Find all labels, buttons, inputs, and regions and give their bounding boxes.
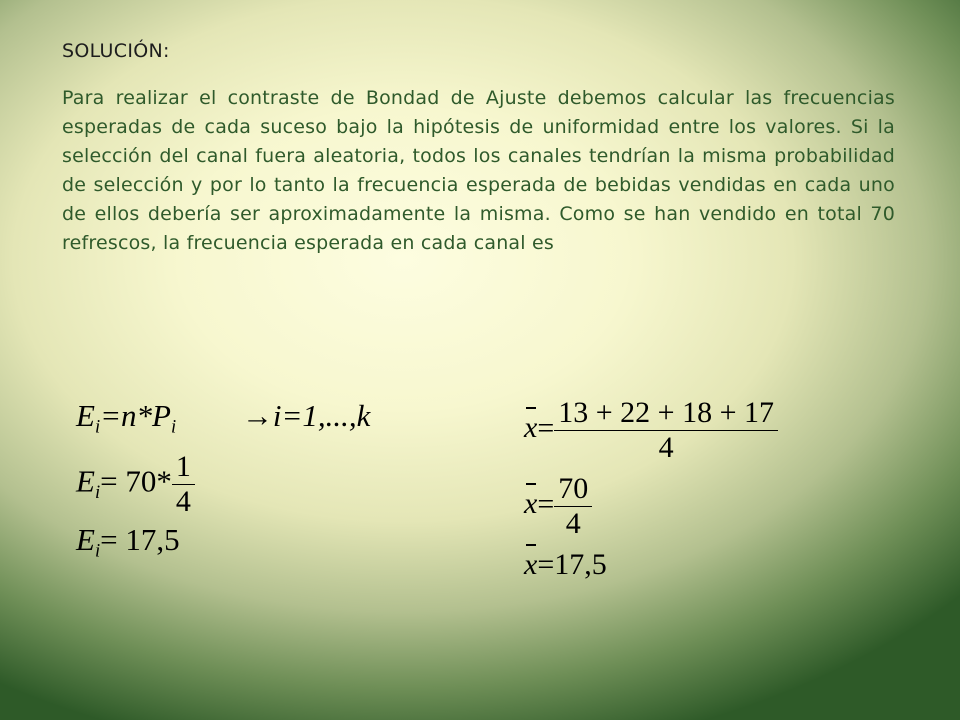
formula-expected-frequency: $E_i=n*P_i \to i=1,...,k$ xyxy=(76,398,371,438)
formula-mean-fraction: x= $\frac{70}{4}$ xyxy=(524,472,592,541)
solution-heading: SOLUCIÓN: xyxy=(62,40,170,62)
explanation-paragraph: Para realizar el contraste de Bondad de Ajuste debemos calcular las frecuencias esperadas de cada suceso bajo la hipótesis de uniformidad entre los valores. Si la selección del canal fuera aleatoria, todos los canales tendrían la misma probabilidad de selección y por lo tanto la frecuencia esperada de bebidas vendidas en cada uno de ellos debería ser aproximadamente la misma. Como se han vendido en total 70 refrescos, la frecuencia esperada en cada canal es xyxy=(62,87,895,254)
formula-expected-result: $E_i= 17,5$ xyxy=(76,522,180,562)
arrow-symbol: → xyxy=(241,398,273,433)
formula-expected-substitution: $E_i= 70*$ $\frac{1}{4}$ xyxy=(76,450,195,519)
formula-mean-sum: x= $\frac{13 + 22 + 18 + 17}{4}$ xyxy=(524,396,778,465)
formula-mean-result: x=17,5 xyxy=(524,548,607,581)
